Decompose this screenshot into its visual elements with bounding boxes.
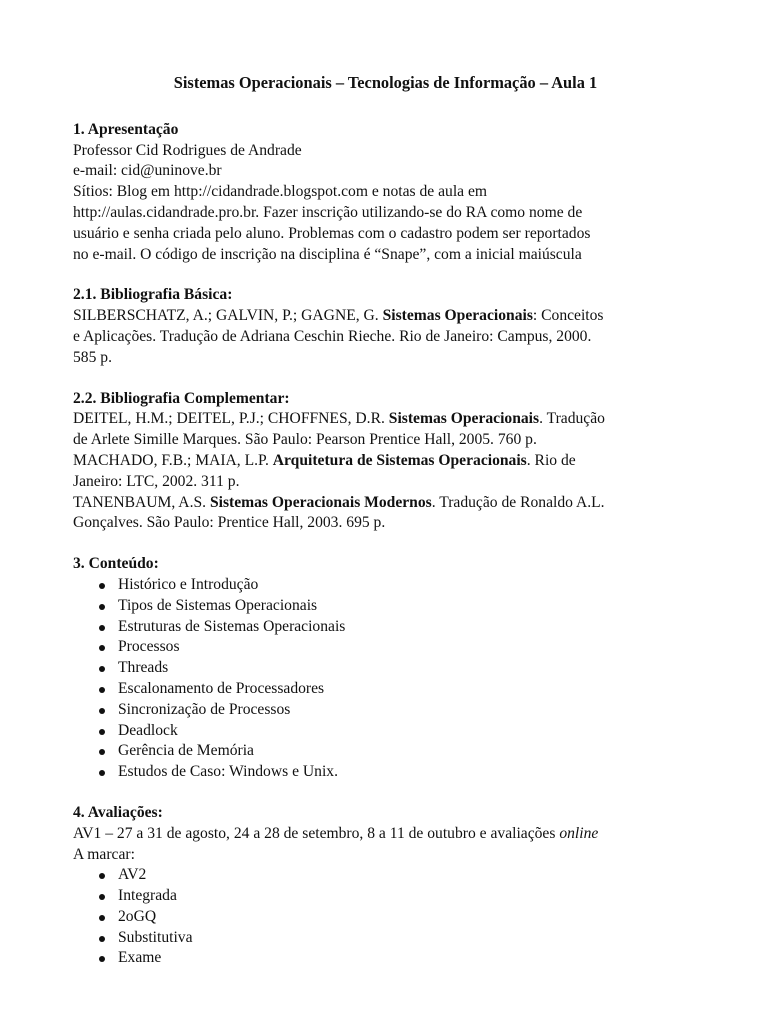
list-item: Substitutiva	[118, 928, 698, 949]
reference-tanenbaum-line-2: Gonçalves. São Paulo: Prentice Hall, 2003. 695 p.	[73, 514, 386, 532]
reference-authors: SILBERSCHATZ, A.; GALVIN, P.; GAGNE, G.	[73, 307, 383, 325]
list-item: 2oGQ	[118, 907, 698, 928]
list-item: Gerência de Memória	[118, 741, 698, 762]
reference-book-title: Sistemas Operacionais	[382, 307, 533, 325]
reference-machado	[73, 451, 698, 472]
sitios-line: http://aulas.cidandrade.pro.br. Fazer inscrição utilizando-se do RA como nome de	[73, 203, 583, 221]
reference-authors: TANENBAUM, A.S.	[73, 493, 210, 511]
a-marcar-label: A marcar:	[73, 845, 135, 863]
section-heading-bibliografia-complementar: 2.2. Bibliografia Complementar:	[73, 389, 290, 407]
reference-tanenbaum	[73, 493, 698, 514]
section-bibliografia-basica	[73, 285, 698, 368]
list-item: Threads	[118, 658, 698, 679]
section-heading-avaliacoes: 4. Avaliações:	[73, 803, 163, 821]
av1-online: online	[559, 824, 599, 842]
reference-text: . Rio de	[526, 451, 576, 469]
section-avaliacoes	[73, 803, 698, 969]
sitios-line: Sítios: Blog em http://cidandrade.blogspot.com e notas de aula em	[73, 183, 488, 201]
document-page	[73, 73, 698, 989]
section-conteudo	[73, 554, 698, 783]
professor-line: Professor Cid Rodrigues de Andrade	[73, 141, 302, 159]
list-item: Processos	[118, 637, 698, 658]
reference-deitel	[73, 409, 698, 430]
reference-text: . Tradução de Ronaldo A.L.	[431, 493, 605, 511]
list-item: AV2	[118, 865, 698, 886]
list-item: Tipos de Sistemas Operacionais	[118, 596, 698, 617]
email-line: e-mail: cid@uninove.br	[73, 162, 222, 180]
avaliacoes-list	[73, 865, 698, 969]
section-heading-conteudo: 3. Conteúdo:	[73, 555, 159, 573]
section-heading-apresentacao: 1. Apresentação	[73, 120, 179, 138]
reference-silberschatz-line-3: 585 p.	[73, 348, 112, 366]
reference-book-title: Arquitetura de Sistemas Operacionais	[272, 451, 527, 469]
list-item: Integrada	[118, 886, 698, 907]
sitios-line: no e-mail. O código de inscrição na disciplina é “Snape”, com a inicial maiúscula	[73, 245, 582, 263]
reference-book-title: Sistemas Operacionais Modernos	[209, 493, 432, 511]
reference-authors: MACHADO, F.B.; MAIA, L.P.	[73, 451, 273, 469]
section-heading-bibliografia-basica: 2.1. Bibliografia Básica:	[73, 286, 233, 304]
list-item: Escalonamento de Processadores	[118, 679, 698, 700]
list-item: Sincronização de Processos	[118, 700, 698, 721]
list-item: Estruturas de Sistemas Operacionais	[118, 617, 698, 638]
list-item: Estudos de Caso: Windows e Unix.	[118, 762, 698, 783]
reference-machado-line-2: Janeiro: LTC, 2002. 311 p.	[73, 472, 240, 490]
reference-text: : Conceitos	[532, 307, 604, 325]
av1-line	[73, 824, 698, 845]
section-apresentacao	[73, 120, 698, 266]
conteudo-list	[73, 575, 698, 783]
list-item: Exame	[118, 948, 698, 969]
reference-authors: DEITEL, H.M.; DEITEL, P.J.; CHOFFNES, D.R.	[73, 410, 389, 428]
list-item: Deadlock	[118, 721, 698, 742]
sitios-line: usuário e senha criada pelo aluno. Problemas com o cadastro podem ser reportados	[73, 224, 591, 242]
list-item: Histórico e Introdução	[118, 575, 698, 596]
reference-silberschatz	[73, 306, 698, 327]
reference-book-title: Sistemas Operacionais	[388, 410, 540, 428]
av1-text: AV1 – 27 a 31 de agosto, 24 a 28 de setembro, 8 a 11 de outubro e avaliações	[73, 824, 560, 842]
reference-deitel-line-2: de Arlete Simille Marques. São Paulo: Pearson Prentice Hall, 2005. 760 p.	[73, 431, 537, 449]
section-bibliografia-complementar	[73, 389, 698, 535]
document-title: Sistemas Operacionais – Tecnologias de Informação – Aula 1	[173, 73, 598, 92]
reference-text: . Tradução	[539, 410, 605, 428]
reference-silberschatz-line-2: e Aplicações. Tradução de Adriana Ceschin Rieche. Rio de Janeiro: Campus, 2000.	[73, 327, 592, 345]
